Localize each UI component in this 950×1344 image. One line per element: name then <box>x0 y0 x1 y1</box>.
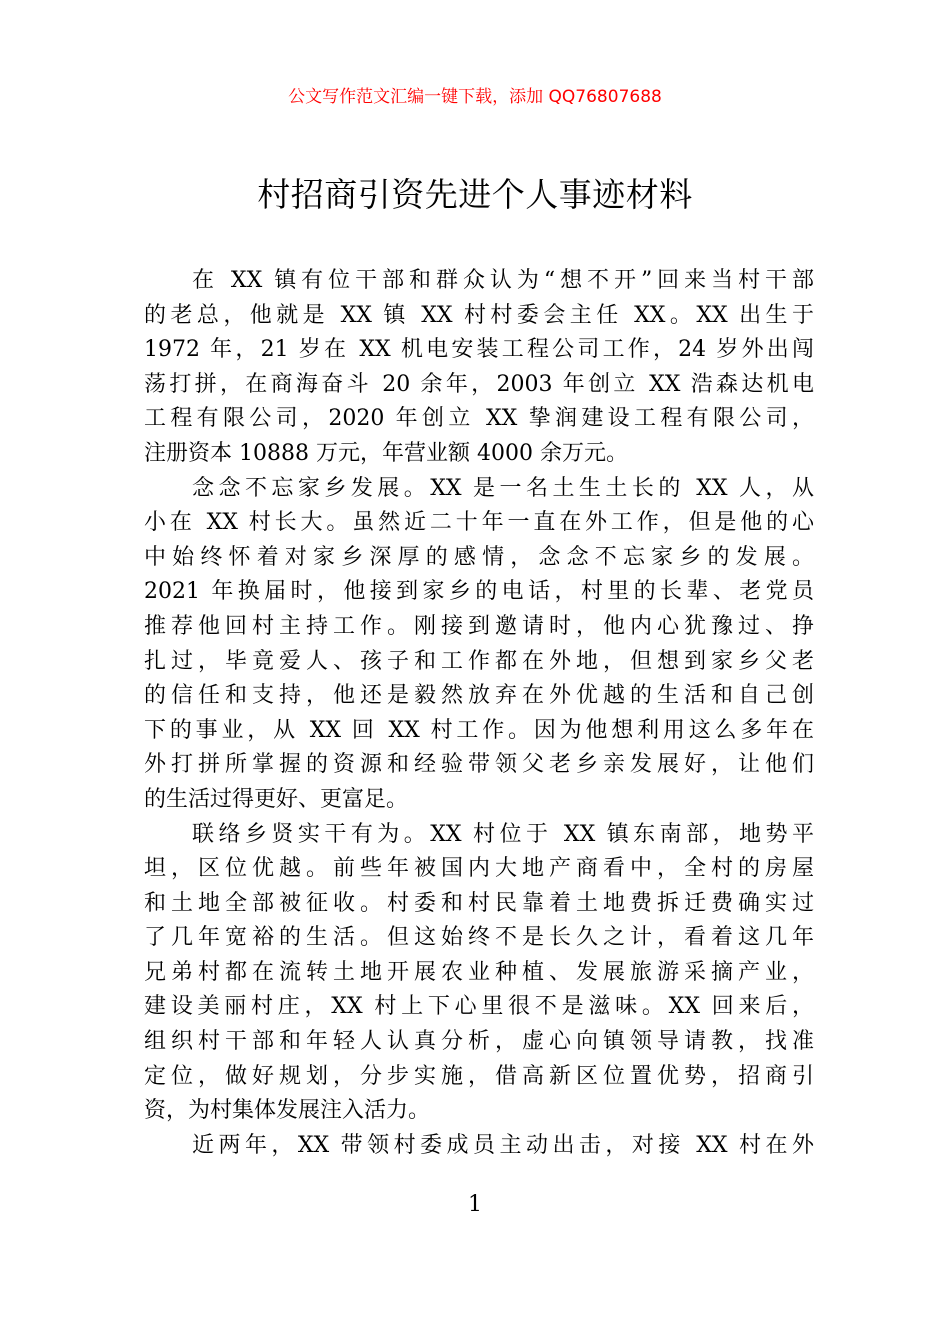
text-line: 注册资本 10888 万元，年营业额 4000 余万元。 <box>144 440 628 466</box>
text-line: 的老总，他就是 XX 镇 XX 村村委会主任 XX。XX 出生于 <box>144 302 814 328</box>
text-line: 念念不忘家乡发展。XX 是一名土生土长的 XX 人，从 <box>192 475 814 501</box>
text-line: 兄弟村都在流转土地开展农业种植、发展旅游采摘产业， <box>144 959 814 985</box>
text-line: 定位，做好规划，分步实施，借高新区位置优势，招商引 <box>144 1063 814 1089</box>
text-line: 了几年宽裕的生活。但这始终不是长久之计，看着这几年 <box>144 925 814 951</box>
text-line: 中始终怀着对家乡深厚的感情，念念不忘家乡的发展。 <box>144 544 814 570</box>
text-line: 的信任和支持，他还是毅然放弃在外优越的生活和自己创 <box>144 683 814 709</box>
document-title: 村招商引资先进个人事迹材料 <box>257 175 693 214</box>
text-line: 扎过，毕竟爱人、孩子和工作都在外地，但想到家乡父老 <box>144 648 814 674</box>
text-line: 1972 年，21 岁在 XX 机电安装工程公司工作，24 岁外出闯 <box>144 337 814 363</box>
paragraph <box>144 264 814 472</box>
text-line: 2021 年换届时，他接到家乡的电话，村里的长辈、老党员 <box>144 579 814 605</box>
text-line: 资，为村集体发展注入活力。 <box>144 1098 431 1124</box>
text-line: 建设美丽村庄，XX 村上下心里很不是滋味。XX 回来后， <box>144 994 814 1020</box>
paragraph <box>144 818 814 1129</box>
text-line: 工程有限公司，2020 年创立 XX 挚润建设工程有限公司， <box>144 406 814 432</box>
text-line: 和土地全部被征收。村委和村民靠着土地费拆迁费确实过 <box>144 890 814 916</box>
document-body <box>144 264 814 1163</box>
download-note: 公文写作范文汇编一键下载，添加 QQ76807688 <box>288 87 662 107</box>
text-line: 小在 XX 村长大。虽然近二十年一直在外工作，但是他的心 <box>144 510 814 536</box>
paragraph <box>144 1129 814 1164</box>
text-line: 的生活过得更好、更富足。 <box>144 786 409 812</box>
text-line: 推荐他回村主持工作。刚接到邀请时，他内心犹豫过、挣 <box>144 613 814 639</box>
text-line: 近两年，XX 带领村委成员主动出击，对接 XX 村在外 <box>192 1132 814 1158</box>
text-line: 联络乡贤实干有为。XX 村位于 XX 镇东南部，地势平 <box>192 821 814 847</box>
paragraph <box>144 472 814 818</box>
text-line: 组织村干部和年轻人认真分析，虚心向镇领导请教，找准 <box>144 1029 814 1055</box>
text-line: 外打拼所掌握的资源和经验带领父老乡亲发展好，让他们 <box>144 752 814 778</box>
text-line: 坦，区位优越。前些年被国内大地产商看中，全村的房屋 <box>144 856 814 882</box>
text-line: 荡打拼，在商海奋斗 20 余年，2003 年创立 XX 浩森达机电 <box>144 371 814 397</box>
text-line: 在 XX 镇有位干部和群众认为“想不开”回来当村干部 <box>192 268 814 293</box>
text-line: 下的事业，从 XX 回 XX 村工作。因为他想利用这么多年在 <box>144 717 814 743</box>
page-number: 1 <box>468 1192 482 1217</box>
